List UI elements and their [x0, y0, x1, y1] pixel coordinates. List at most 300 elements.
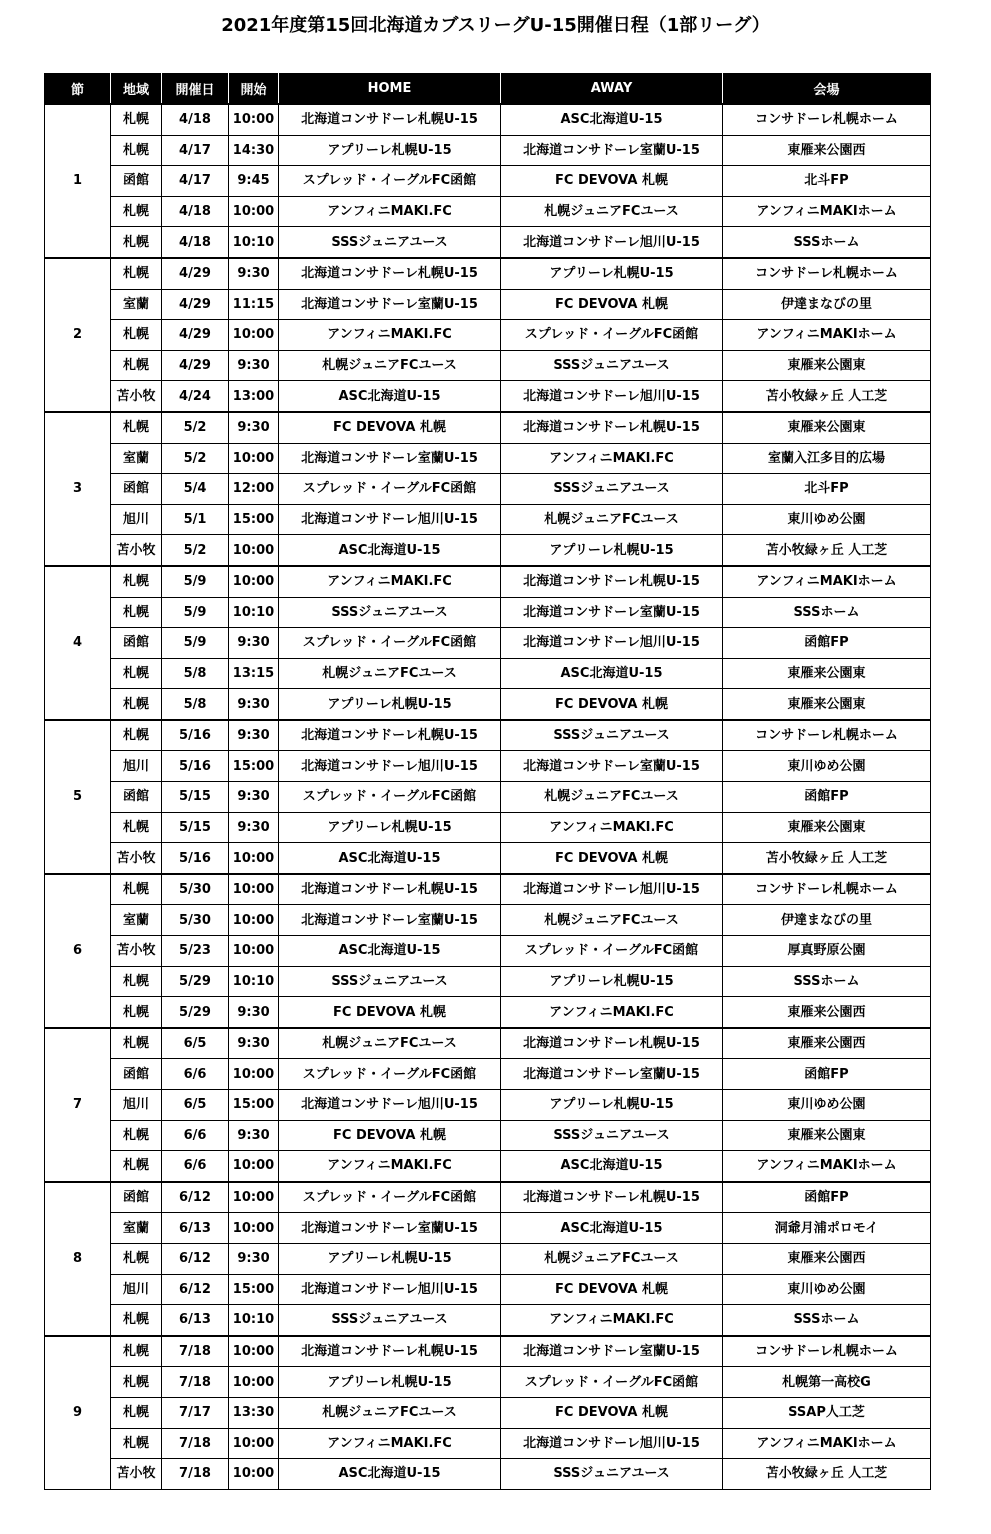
- table-row: [45, 258, 931, 289]
- away-team-cell: 北海道コンサドーレ旭川U-15: [501, 628, 723, 659]
- venue-cell: 東雁来公園西: [723, 997, 931, 1028]
- venue-cell: アンフィニMAKIホーム: [723, 566, 931, 597]
- date-cell: 4/29: [162, 320, 229, 351]
- away-team-cell: 北海道コンサドーレ室蘭U-15: [501, 1059, 723, 1090]
- home-team-cell: 札幌ジュニアFCユース: [279, 1397, 501, 1428]
- date-cell: 5/2: [162, 443, 229, 474]
- venue-cell: 東雁来公園東: [723, 1120, 931, 1151]
- time-cell: 10:00: [229, 874, 279, 905]
- away-team-cell: SSSジュニアユース: [501, 720, 723, 751]
- home-team-cell: SSSジュニアユース: [279, 966, 501, 997]
- date-cell: 7/17: [162, 1397, 229, 1428]
- date-cell: 5/16: [162, 843, 229, 874]
- venue-cell: 東雁来公園西: [723, 135, 931, 166]
- area-cell: 札幌: [111, 135, 162, 166]
- table-row: [45, 936, 931, 967]
- date-cell: 5/1: [162, 504, 229, 535]
- table-row: [45, 1243, 931, 1274]
- area-cell: 札幌: [111, 1151, 162, 1182]
- venue-cell: 洞爺月浦ポロモイ: [723, 1213, 931, 1244]
- area-cell: 札幌: [111, 966, 162, 997]
- table-row: [45, 504, 931, 535]
- round-number-cell: 6: [45, 874, 111, 1028]
- table-row: [45, 720, 931, 751]
- home-team-cell: ASC北海道U-15: [279, 936, 501, 967]
- venue-cell: 東川ゆめ公園: [723, 1274, 931, 1305]
- time-cell: 10:10: [229, 227, 279, 258]
- area-cell: 札幌: [111, 597, 162, 628]
- date-cell: 4/18: [162, 227, 229, 258]
- area-cell: 函館: [111, 1059, 162, 1090]
- venue-cell: 東川ゆめ公園: [723, 1090, 931, 1121]
- away-team-cell: 北海道コンサドーレ旭川U-15: [501, 381, 723, 412]
- table-row: [45, 966, 931, 997]
- table-row: [45, 905, 931, 936]
- header-row: [45, 74, 931, 105]
- area-cell: 函館: [111, 782, 162, 813]
- home-team-cell: アンフィニMAKI.FC: [279, 196, 501, 227]
- date-cell: 4/24: [162, 381, 229, 412]
- home-team-cell: ASC北海道U-15: [279, 381, 501, 412]
- table-row: [45, 350, 931, 381]
- time-cell: 9:30: [229, 997, 279, 1028]
- venue-cell: 函館FP: [723, 1182, 931, 1213]
- away-team-cell: FC DEVOVA 札幌: [501, 1274, 723, 1305]
- venue-cell: 東雁来公園東: [723, 350, 931, 381]
- venue-cell: アンフィニMAKIホーム: [723, 1151, 931, 1182]
- date-cell: 6/12: [162, 1182, 229, 1213]
- away-team-cell: アンフィニMAKI.FC: [501, 812, 723, 843]
- table-row: [45, 874, 931, 905]
- away-team-cell: ASC北海道U-15: [501, 1213, 723, 1244]
- area-cell: 札幌: [111, 412, 162, 443]
- home-team-cell: 北海道コンサドーレ室蘭U-15: [279, 289, 501, 320]
- area-cell: 札幌: [111, 874, 162, 905]
- area-cell: 苫小牧: [111, 381, 162, 412]
- table-row: [45, 997, 931, 1028]
- away-team-cell: 北海道コンサドーレ札幌U-15: [501, 1182, 723, 1213]
- home-team-cell: 北海道コンサドーレ札幌U-15: [279, 1336, 501, 1367]
- header-time: 開始: [229, 74, 279, 105]
- away-team-cell: 北海道コンサドーレ室蘭U-15: [501, 135, 723, 166]
- area-cell: 札幌: [111, 1336, 162, 1367]
- date-cell: 5/16: [162, 751, 229, 782]
- area-cell: 札幌: [111, 689, 162, 720]
- table-row: [45, 1305, 931, 1336]
- date-cell: 7/18: [162, 1367, 229, 1398]
- venue-cell: 函館FP: [723, 782, 931, 813]
- date-cell: 5/8: [162, 689, 229, 720]
- table-row: [45, 1428, 931, 1459]
- area-cell: 札幌: [111, 258, 162, 289]
- round-number-cell: 3: [45, 412, 111, 566]
- home-team-cell: スプレッド・イーグルFC函館: [279, 166, 501, 197]
- area-cell: 旭川: [111, 504, 162, 535]
- home-team-cell: アプリーレ札幌U-15: [279, 1243, 501, 1274]
- date-cell: 4/18: [162, 196, 229, 227]
- venue-cell: 室蘭入江多目的広場: [723, 443, 931, 474]
- date-cell: 7/18: [162, 1428, 229, 1459]
- venue-cell: アンフィニMAKIホーム: [723, 196, 931, 227]
- date-cell: 4/18: [162, 104, 229, 135]
- venue-cell: 函館FP: [723, 628, 931, 659]
- away-team-cell: アプリーレ札幌U-15: [501, 966, 723, 997]
- home-team-cell: 北海道コンサドーレ札幌U-15: [279, 874, 501, 905]
- home-team-cell: 北海道コンサドーレ室蘭U-15: [279, 443, 501, 474]
- table-row: [45, 782, 931, 813]
- area-cell: 札幌: [111, 812, 162, 843]
- away-team-cell: 北海道コンサドーレ札幌U-15: [501, 412, 723, 443]
- time-cell: 9:30: [229, 720, 279, 751]
- date-cell: 5/16: [162, 720, 229, 751]
- away-team-cell: 北海道コンサドーレ旭川U-15: [501, 227, 723, 258]
- time-cell: 10:00: [229, 936, 279, 967]
- area-cell: 旭川: [111, 751, 162, 782]
- away-team-cell: 札幌ジュニアFCユース: [501, 1243, 723, 1274]
- date-cell: 6/13: [162, 1213, 229, 1244]
- home-team-cell: 北海道コンサドーレ旭川U-15: [279, 1274, 501, 1305]
- time-cell: 14:30: [229, 135, 279, 166]
- away-team-cell: SSSジュニアユース: [501, 1120, 723, 1151]
- page-title: 2021年度第15回北海道カブスリーグU-15開催日程（1部リーグ）: [221, 15, 770, 36]
- home-team-cell: アプリーレ札幌U-15: [279, 135, 501, 166]
- date-cell: 6/6: [162, 1059, 229, 1090]
- table-row: [45, 135, 931, 166]
- time-cell: 10:10: [229, 1305, 279, 1336]
- date-cell: 5/9: [162, 566, 229, 597]
- away-team-cell: スプレッド・イーグルFC函館: [501, 936, 723, 967]
- venue-cell: SSAP人工芝: [723, 1397, 931, 1428]
- table-row: [45, 597, 931, 628]
- venue-cell: SSSホーム: [723, 1305, 931, 1336]
- home-team-cell: SSSジュニアユース: [279, 597, 501, 628]
- home-team-cell: FC DEVOVA 札幌: [279, 997, 501, 1028]
- date-cell: 5/29: [162, 966, 229, 997]
- area-cell: 苫小牧: [111, 1459, 162, 1490]
- time-cell: 10:00: [229, 1151, 279, 1182]
- time-cell: 10:00: [229, 196, 279, 227]
- home-team-cell: アンフィニMAKI.FC: [279, 1151, 501, 1182]
- round-number-cell: 8: [45, 1182, 111, 1336]
- area-cell: 札幌: [111, 1397, 162, 1428]
- venue-cell: 苫小牧緑ヶ丘 人工芝: [723, 381, 931, 412]
- date-cell: 5/2: [162, 535, 229, 566]
- venue-cell: 北斗FP: [723, 474, 931, 505]
- time-cell: 11:15: [229, 289, 279, 320]
- area-cell: 札幌: [111, 1243, 162, 1274]
- time-cell: 9:30: [229, 812, 279, 843]
- area-cell: 札幌: [111, 320, 162, 351]
- area-cell: 室蘭: [111, 1213, 162, 1244]
- away-team-cell: アンフィニMAKI.FC: [501, 997, 723, 1028]
- time-cell: 10:00: [229, 320, 279, 351]
- date-cell: 4/29: [162, 350, 229, 381]
- away-team-cell: 北海道コンサドーレ室蘭U-15: [501, 597, 723, 628]
- time-cell: 13:30: [229, 1397, 279, 1428]
- home-team-cell: アンフィニMAKI.FC: [279, 320, 501, 351]
- home-team-cell: 札幌ジュニアFCユース: [279, 350, 501, 381]
- time-cell: 9:30: [229, 350, 279, 381]
- date-cell: 5/15: [162, 812, 229, 843]
- round-number-cell: 9: [45, 1336, 111, 1489]
- table-row: [45, 751, 931, 782]
- table-row: [45, 1120, 931, 1151]
- time-cell: 9:30: [229, 782, 279, 813]
- schedule-table: [44, 73, 931, 1490]
- table-row: [45, 1151, 931, 1182]
- header-venue: 会場: [723, 74, 931, 105]
- time-cell: 10:00: [229, 905, 279, 936]
- header-date: 開催日: [162, 74, 229, 105]
- home-team-cell: 北海道コンサドーレ旭川U-15: [279, 1090, 501, 1121]
- time-cell: 9:45: [229, 166, 279, 197]
- area-cell: 旭川: [111, 1274, 162, 1305]
- date-cell: 5/4: [162, 474, 229, 505]
- date-cell: 5/30: [162, 905, 229, 936]
- time-cell: 9:30: [229, 1243, 279, 1274]
- schedule-body: [45, 104, 931, 1489]
- round-number-cell: 1: [45, 104, 111, 258]
- time-cell: 15:00: [229, 1090, 279, 1121]
- away-team-cell: 北海道コンサドーレ札幌U-15: [501, 1028, 723, 1059]
- home-team-cell: スプレッド・イーグルFC函館: [279, 782, 501, 813]
- venue-cell: 苫小牧緑ヶ丘 人工芝: [723, 1459, 931, 1490]
- area-cell: 札幌: [111, 104, 162, 135]
- date-cell: 4/29: [162, 289, 229, 320]
- date-cell: 6/6: [162, 1120, 229, 1151]
- date-cell: 6/12: [162, 1274, 229, 1305]
- venue-cell: コンサドーレ札幌ホーム: [723, 720, 931, 751]
- area-cell: 苫小牧: [111, 843, 162, 874]
- time-cell: 10:00: [229, 1428, 279, 1459]
- area-cell: 札幌: [111, 997, 162, 1028]
- time-cell: 10:00: [229, 1182, 279, 1213]
- home-team-cell: スプレッド・イーグルFC函館: [279, 474, 501, 505]
- table-row: [45, 412, 931, 443]
- away-team-cell: ASC北海道U-15: [501, 1151, 723, 1182]
- table-row: [45, 320, 931, 351]
- time-cell: 9:30: [229, 1120, 279, 1151]
- table-row: [45, 1397, 931, 1428]
- away-team-cell: 札幌ジュニアFCユース: [501, 782, 723, 813]
- venue-cell: SSSホーム: [723, 227, 931, 258]
- time-cell: 10:00: [229, 843, 279, 874]
- venue-cell: コンサドーレ札幌ホーム: [723, 1336, 931, 1367]
- table-row: [45, 289, 931, 320]
- round-number-cell: 7: [45, 1028, 111, 1182]
- table-row: [45, 843, 931, 874]
- area-cell: 札幌: [111, 350, 162, 381]
- home-team-cell: 北海道コンサドーレ室蘭U-15: [279, 1213, 501, 1244]
- area-cell: 函館: [111, 166, 162, 197]
- home-team-cell: ASC北海道U-15: [279, 535, 501, 566]
- venue-cell: SSSホーム: [723, 597, 931, 628]
- table-row: [45, 381, 931, 412]
- home-team-cell: 北海道コンサドーレ札幌U-15: [279, 104, 501, 135]
- home-team-cell: ASC北海道U-15: [279, 1459, 501, 1490]
- venue-cell: 伊達まなびの里: [723, 905, 931, 936]
- time-cell: 10:00: [229, 443, 279, 474]
- home-team-cell: 北海道コンサドーレ札幌U-15: [279, 720, 501, 751]
- home-team-cell: ASC北海道U-15: [279, 843, 501, 874]
- away-team-cell: スプレッド・イーグルFC函館: [501, 320, 723, 351]
- area-cell: 苫小牧: [111, 936, 162, 967]
- away-team-cell: SSSジュニアユース: [501, 1459, 723, 1490]
- away-team-cell: FC DEVOVA 札幌: [501, 843, 723, 874]
- away-team-cell: FC DEVOVA 札幌: [501, 1397, 723, 1428]
- away-team-cell: 北海道コンサドーレ旭川U-15: [501, 874, 723, 905]
- venue-cell: 函館FP: [723, 1059, 931, 1090]
- home-team-cell: スプレッド・イーグルFC函館: [279, 1059, 501, 1090]
- area-cell: 函館: [111, 474, 162, 505]
- time-cell: 13:15: [229, 658, 279, 689]
- away-team-cell: FC DEVOVA 札幌: [501, 689, 723, 720]
- home-team-cell: SSSジュニアユース: [279, 227, 501, 258]
- home-team-cell: 北海道コンサドーレ室蘭U-15: [279, 905, 501, 936]
- area-cell: 苫小牧: [111, 535, 162, 566]
- table-row: [45, 1367, 931, 1398]
- area-cell: 札幌: [111, 196, 162, 227]
- table-row: [45, 166, 931, 197]
- venue-cell: SSSホーム: [723, 966, 931, 997]
- time-cell: 9:30: [229, 1028, 279, 1059]
- away-team-cell: 札幌ジュニアFCユース: [501, 504, 723, 535]
- table-row: [45, 196, 931, 227]
- header-away: AWAY: [501, 74, 723, 105]
- away-team-cell: 北海道コンサドーレ室蘭U-15: [501, 751, 723, 782]
- venue-cell: 東雁来公園東: [723, 412, 931, 443]
- table-row: [45, 1336, 931, 1367]
- away-team-cell: FC DEVOVA 札幌: [501, 166, 723, 197]
- area-cell: 札幌: [111, 720, 162, 751]
- home-team-cell: アプリーレ札幌U-15: [279, 689, 501, 720]
- home-team-cell: 北海道コンサドーレ旭川U-15: [279, 504, 501, 535]
- date-cell: 6/5: [162, 1028, 229, 1059]
- area-cell: 室蘭: [111, 289, 162, 320]
- date-cell: 4/17: [162, 166, 229, 197]
- table-row: [45, 1274, 931, 1305]
- time-cell: 10:10: [229, 597, 279, 628]
- round-number-cell: 4: [45, 566, 111, 720]
- time-cell: 10:00: [229, 1367, 279, 1398]
- table-row: [45, 1182, 931, 1213]
- time-cell: 10:10: [229, 966, 279, 997]
- time-cell: 9:30: [229, 258, 279, 289]
- date-cell: 5/9: [162, 628, 229, 659]
- area-cell: 札幌: [111, 1120, 162, 1151]
- home-team-cell: FC DEVOVA 札幌: [279, 412, 501, 443]
- table-row: [45, 443, 931, 474]
- area-cell: 室蘭: [111, 443, 162, 474]
- area-cell: 札幌: [111, 1428, 162, 1459]
- home-team-cell: 札幌ジュニアFCユース: [279, 658, 501, 689]
- date-cell: 4/29: [162, 258, 229, 289]
- away-team-cell: 札幌ジュニアFCユース: [501, 196, 723, 227]
- venue-cell: 東川ゆめ公園: [723, 504, 931, 535]
- time-cell: 15:00: [229, 751, 279, 782]
- time-cell: 10:00: [229, 1459, 279, 1490]
- home-team-cell: 札幌ジュニアFCユース: [279, 1028, 501, 1059]
- venue-cell: 苫小牧緑ヶ丘 人工芝: [723, 535, 931, 566]
- away-team-cell: SSSジュニアユース: [501, 474, 723, 505]
- table-row: [45, 104, 931, 135]
- venue-cell: コンサドーレ札幌ホーム: [723, 104, 931, 135]
- home-team-cell: FC DEVOVA 札幌: [279, 1120, 501, 1151]
- table-row: [45, 658, 931, 689]
- date-cell: 6/6: [162, 1151, 229, 1182]
- venue-cell: 東雁来公園西: [723, 1028, 931, 1059]
- away-team-cell: アプリーレ札幌U-15: [501, 1090, 723, 1121]
- venue-cell: 東雁来公園東: [723, 812, 931, 843]
- home-team-cell: 北海道コンサドーレ札幌U-15: [279, 258, 501, 289]
- area-cell: 札幌: [111, 227, 162, 258]
- date-cell: 5/15: [162, 782, 229, 813]
- venue-cell: 北斗FP: [723, 166, 931, 197]
- table-row: [45, 227, 931, 258]
- venue-cell: コンサドーレ札幌ホーム: [723, 874, 931, 905]
- area-cell: 函館: [111, 628, 162, 659]
- date-cell: 6/5: [162, 1090, 229, 1121]
- away-team-cell: ASC北海道U-15: [501, 104, 723, 135]
- time-cell: 10:00: [229, 1336, 279, 1367]
- venue-cell: 札幌第一高校G: [723, 1367, 931, 1398]
- table-row: [45, 628, 931, 659]
- home-team-cell: アプリーレ札幌U-15: [279, 1367, 501, 1398]
- venue-cell: 苫小牧緑ヶ丘 人工芝: [723, 843, 931, 874]
- area-cell: 旭川: [111, 1090, 162, 1121]
- away-team-cell: 北海道コンサドーレ旭川U-15: [501, 1428, 723, 1459]
- venue-cell: 厚真野原公園: [723, 936, 931, 967]
- venue-cell: 東川ゆめ公園: [723, 751, 931, 782]
- date-cell: 6/12: [162, 1243, 229, 1274]
- time-cell: 10:00: [229, 104, 279, 135]
- venue-cell: コンサドーレ札幌ホーム: [723, 258, 931, 289]
- area-cell: 札幌: [111, 1028, 162, 1059]
- table-row: [45, 812, 931, 843]
- table-row: [45, 1459, 931, 1490]
- venue-cell: 東雁来公園東: [723, 658, 931, 689]
- venue-cell: 東雁来公園西: [723, 1243, 931, 1274]
- header-home: HOME: [279, 74, 501, 105]
- time-cell: 13:00: [229, 381, 279, 412]
- away-team-cell: スプレッド・イーグルFC函館: [501, 1367, 723, 1398]
- table-row: [45, 1028, 931, 1059]
- time-cell: 9:30: [229, 628, 279, 659]
- away-team-cell: 札幌ジュニアFCユース: [501, 905, 723, 936]
- date-cell: 7/18: [162, 1459, 229, 1490]
- away-team-cell: アプリーレ札幌U-15: [501, 258, 723, 289]
- date-cell: 4/17: [162, 135, 229, 166]
- date-cell: 6/13: [162, 1305, 229, 1336]
- time-cell: 9:30: [229, 412, 279, 443]
- area-cell: 室蘭: [111, 905, 162, 936]
- time-cell: 15:00: [229, 1274, 279, 1305]
- table-row: [45, 1213, 931, 1244]
- area-cell: 札幌: [111, 566, 162, 597]
- away-team-cell: アプリーレ札幌U-15: [501, 535, 723, 566]
- time-cell: 10:00: [229, 535, 279, 566]
- date-cell: 5/8: [162, 658, 229, 689]
- venue-cell: アンフィニMAKIホーム: [723, 1428, 931, 1459]
- time-cell: 10:00: [229, 1213, 279, 1244]
- venue-cell: 東雁来公園東: [723, 689, 931, 720]
- header-area: 地域: [111, 74, 162, 105]
- round-number-cell: 5: [45, 720, 111, 874]
- date-cell: 5/9: [162, 597, 229, 628]
- date-cell: 5/23: [162, 936, 229, 967]
- away-team-cell: ASC北海道U-15: [501, 658, 723, 689]
- away-team-cell: アンフィニMAKI.FC: [501, 443, 723, 474]
